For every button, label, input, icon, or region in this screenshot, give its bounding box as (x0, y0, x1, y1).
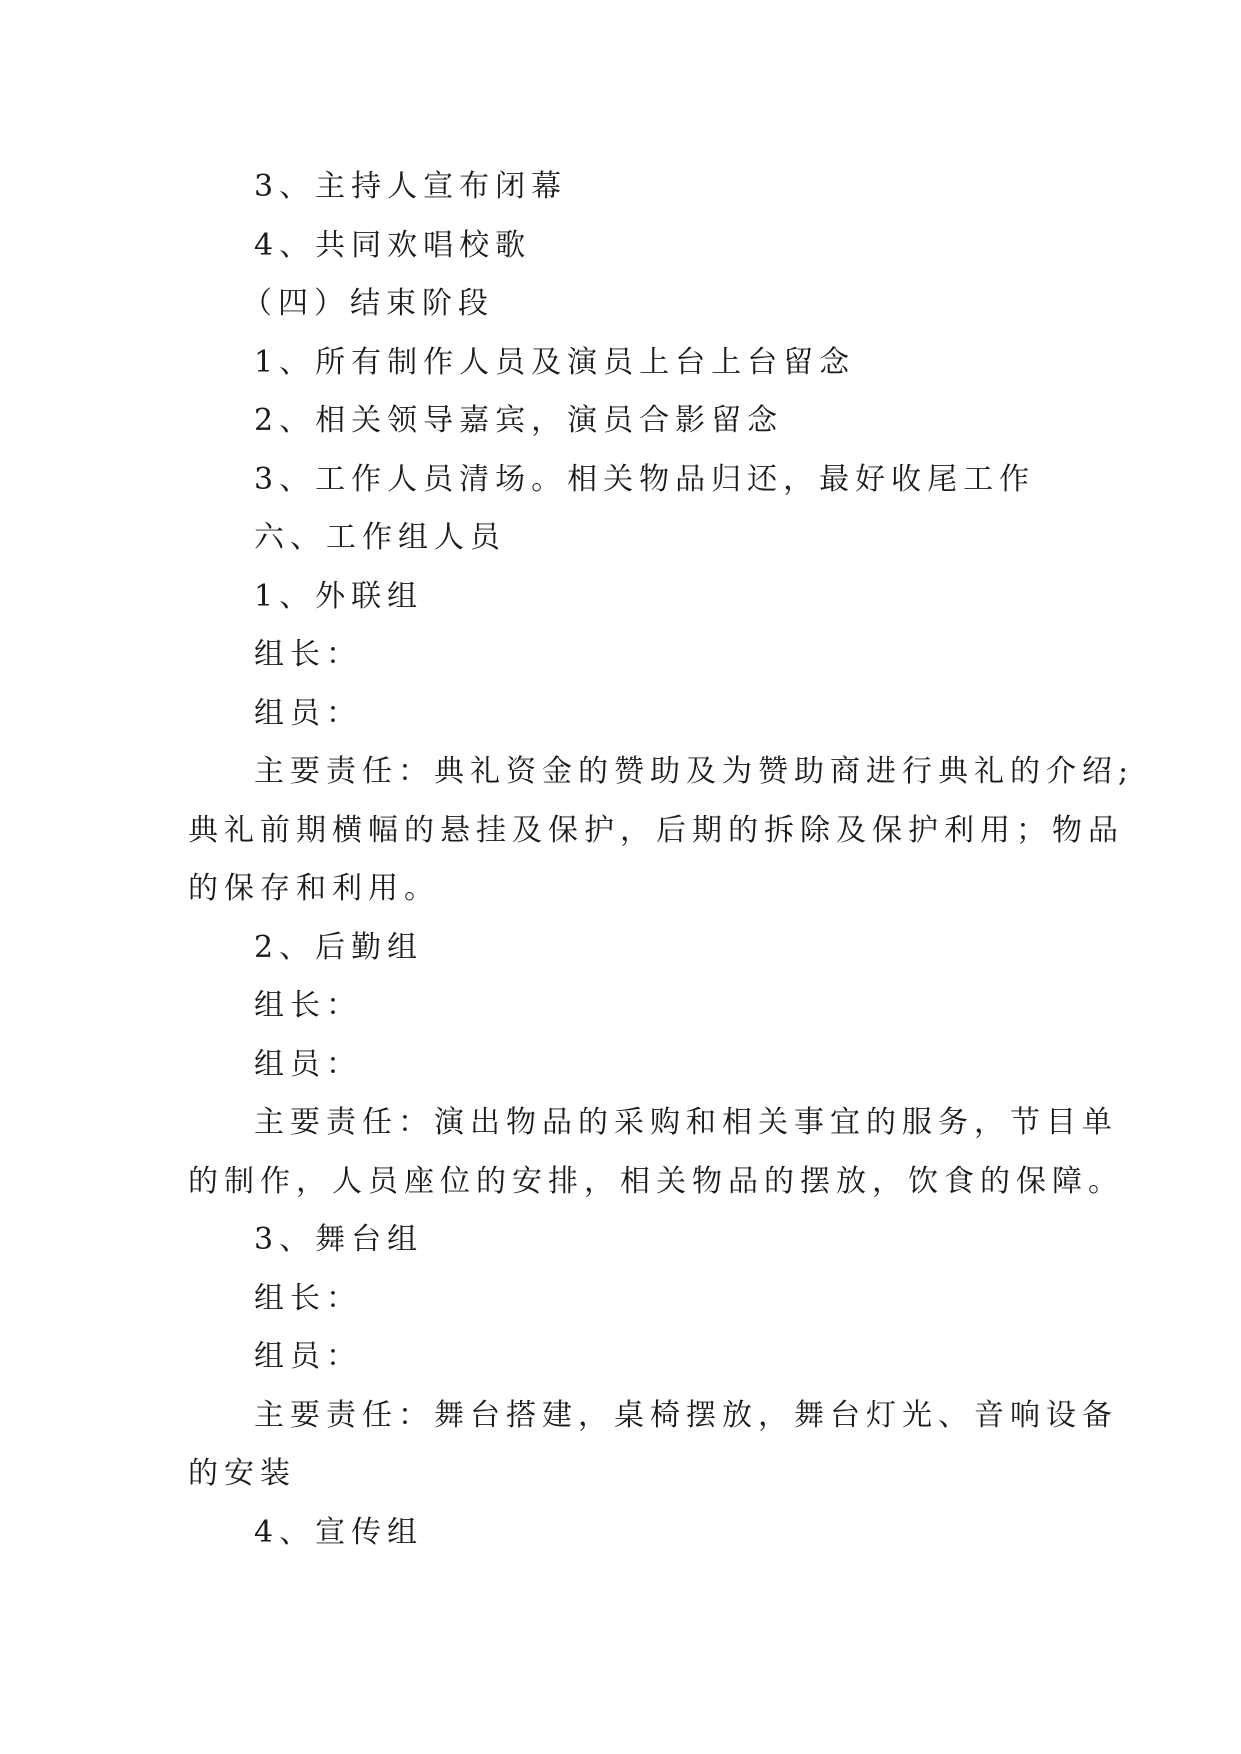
text-line: 组员： (254, 695, 362, 731)
text-line: 主要责任：演出物品的采购和相关事宜的服务，节目单 (254, 1105, 1118, 1140)
text-line: 组员： (254, 1339, 362, 1374)
text-line: 的制作，人员座位的安排，相关物品的摆放，饮食的保障。 (188, 1163, 1124, 1199)
text-line: 组长： (254, 637, 362, 672)
text-line: 1、所有制作人员及演员上台上台留念 (254, 344, 856, 380)
text-line: 组长： (254, 1280, 362, 1316)
text-line: 典礼前期横幅的悬挂及保护，后期的拆除及保护利用；物品 (188, 812, 1124, 848)
text-line: 4、宣传组 (254, 1514, 424, 1550)
text-line: 4、共同欢唱校歌 (254, 227, 532, 263)
text-line: 主要责任：舞台搭建，桌椅摆放，舞台灯光、音响设备 (254, 1397, 1118, 1433)
text-line: 主要责任：典礼资金的赞助及为赞助商进行典礼的介绍; (254, 754, 1135, 789)
text-line: 组长： (254, 988, 362, 1023)
text-line: 2、后勤组 (254, 929, 424, 965)
text-line: （四）结束阶段 (242, 286, 494, 321)
text-line: 组员： (254, 1046, 362, 1082)
document-body (188, 158, 1135, 1562)
text-line: 2、相关领导嘉宾，演员合影留念 (254, 403, 784, 438)
text-line: 3、主持人宣布闭幕 (254, 169, 568, 204)
text-line: 的安装 (188, 1456, 296, 1491)
text-line: 六、工作组人员 (254, 520, 506, 555)
text-line: 3、舞台组 (254, 1222, 424, 1257)
text-line: 的保存和利用。 (188, 871, 440, 906)
text-line: 3、工作人员清场。相关物品归还，最好收尾工作 (254, 461, 1036, 497)
text-line: 1、外联组 (254, 578, 424, 614)
